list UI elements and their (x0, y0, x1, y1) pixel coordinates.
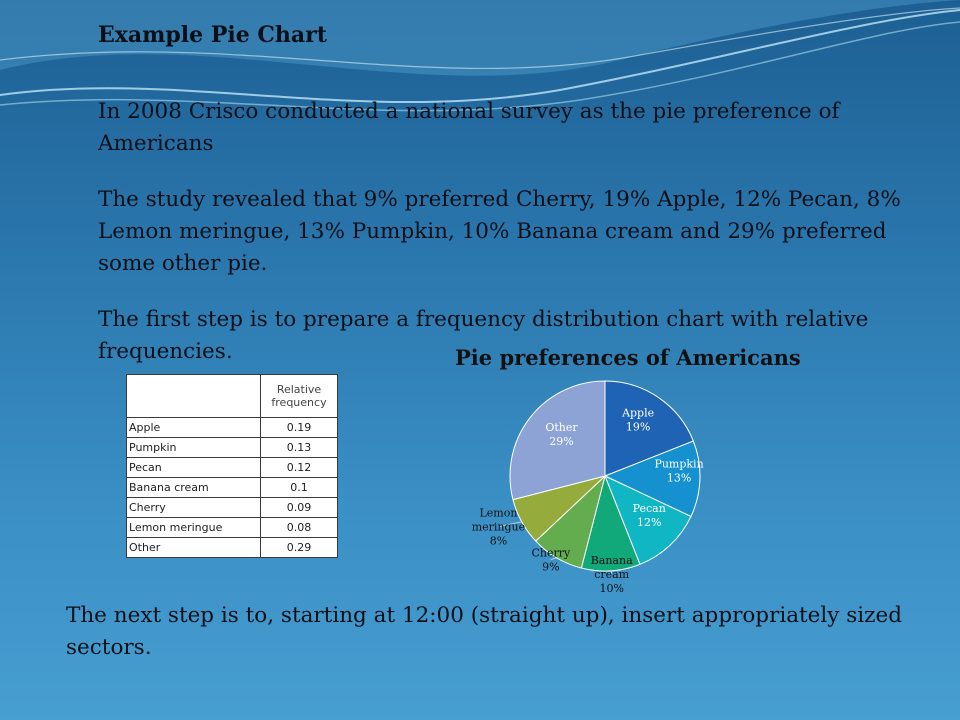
table-cell-value: 0.1 (261, 478, 338, 498)
table-cell-label: Cherry (127, 498, 261, 518)
table-cell-value: 0.08 (261, 518, 338, 538)
table-row (127, 418, 338, 438)
table-cell-label: Other (127, 538, 261, 558)
table-row (127, 478, 338, 498)
data-label: Pecan 12% (632, 502, 666, 530)
table-cell-label: Lemon meringue (127, 518, 261, 538)
table-row (127, 538, 338, 558)
data-label: Other 29% (545, 421, 578, 449)
slide-title: Example Pie Chart (98, 22, 327, 48)
chart-title: Pie preferences of Americans (455, 345, 801, 370)
data-label: Apple 19% (622, 406, 655, 434)
data-label: Lemon meringue 8% (471, 506, 526, 548)
table-cell-label: Banana cream (127, 478, 261, 498)
table-header-blank (127, 375, 261, 418)
table-cell-value: 0.13 (261, 438, 338, 458)
paragraph-results: The study revealed that 9% preferred Cherry, 19% Apple, 12% Pecan, 8% Lemon meringue, 13% Pumpkin, 10% Banana cream and 29% preferred some other pie. (98, 187, 901, 276)
paragraph-next-step: The next step is to, starting at 12:00 (straight up), insert appropriately sized sectors. (66, 603, 902, 660)
paragraph-intro: In 2008 Crisco conducted a national survey as the pie preference of Americans (98, 99, 840, 156)
table-cell-value: 0.29 (261, 538, 338, 558)
data-label: Banana cream 10% (590, 554, 633, 596)
table-cell-value: 0.09 (261, 498, 338, 518)
table-header-relative-frequency: Relative frequency (261, 375, 338, 418)
table-cell-value: 0.12 (261, 458, 338, 478)
table-cell-value: 0.19 (261, 418, 338, 438)
frequency-table (126, 374, 338, 558)
table-row (127, 458, 338, 478)
table-row (127, 498, 338, 518)
pie-chart (440, 370, 760, 610)
data-label: Pumpkin 13% (654, 457, 704, 485)
table-cell-label: Pumpkin (127, 438, 261, 458)
table-row (127, 438, 338, 458)
data-label: Cherry 9% (531, 546, 571, 574)
table-header-row (127, 375, 338, 418)
table-cell-label: Apple (127, 418, 261, 438)
table-cell-label: Pecan (127, 458, 261, 478)
paragraph-first-step: The first step is to prepare a frequency distribution chart with relative frequencies. (98, 307, 869, 364)
table-row (127, 518, 338, 538)
